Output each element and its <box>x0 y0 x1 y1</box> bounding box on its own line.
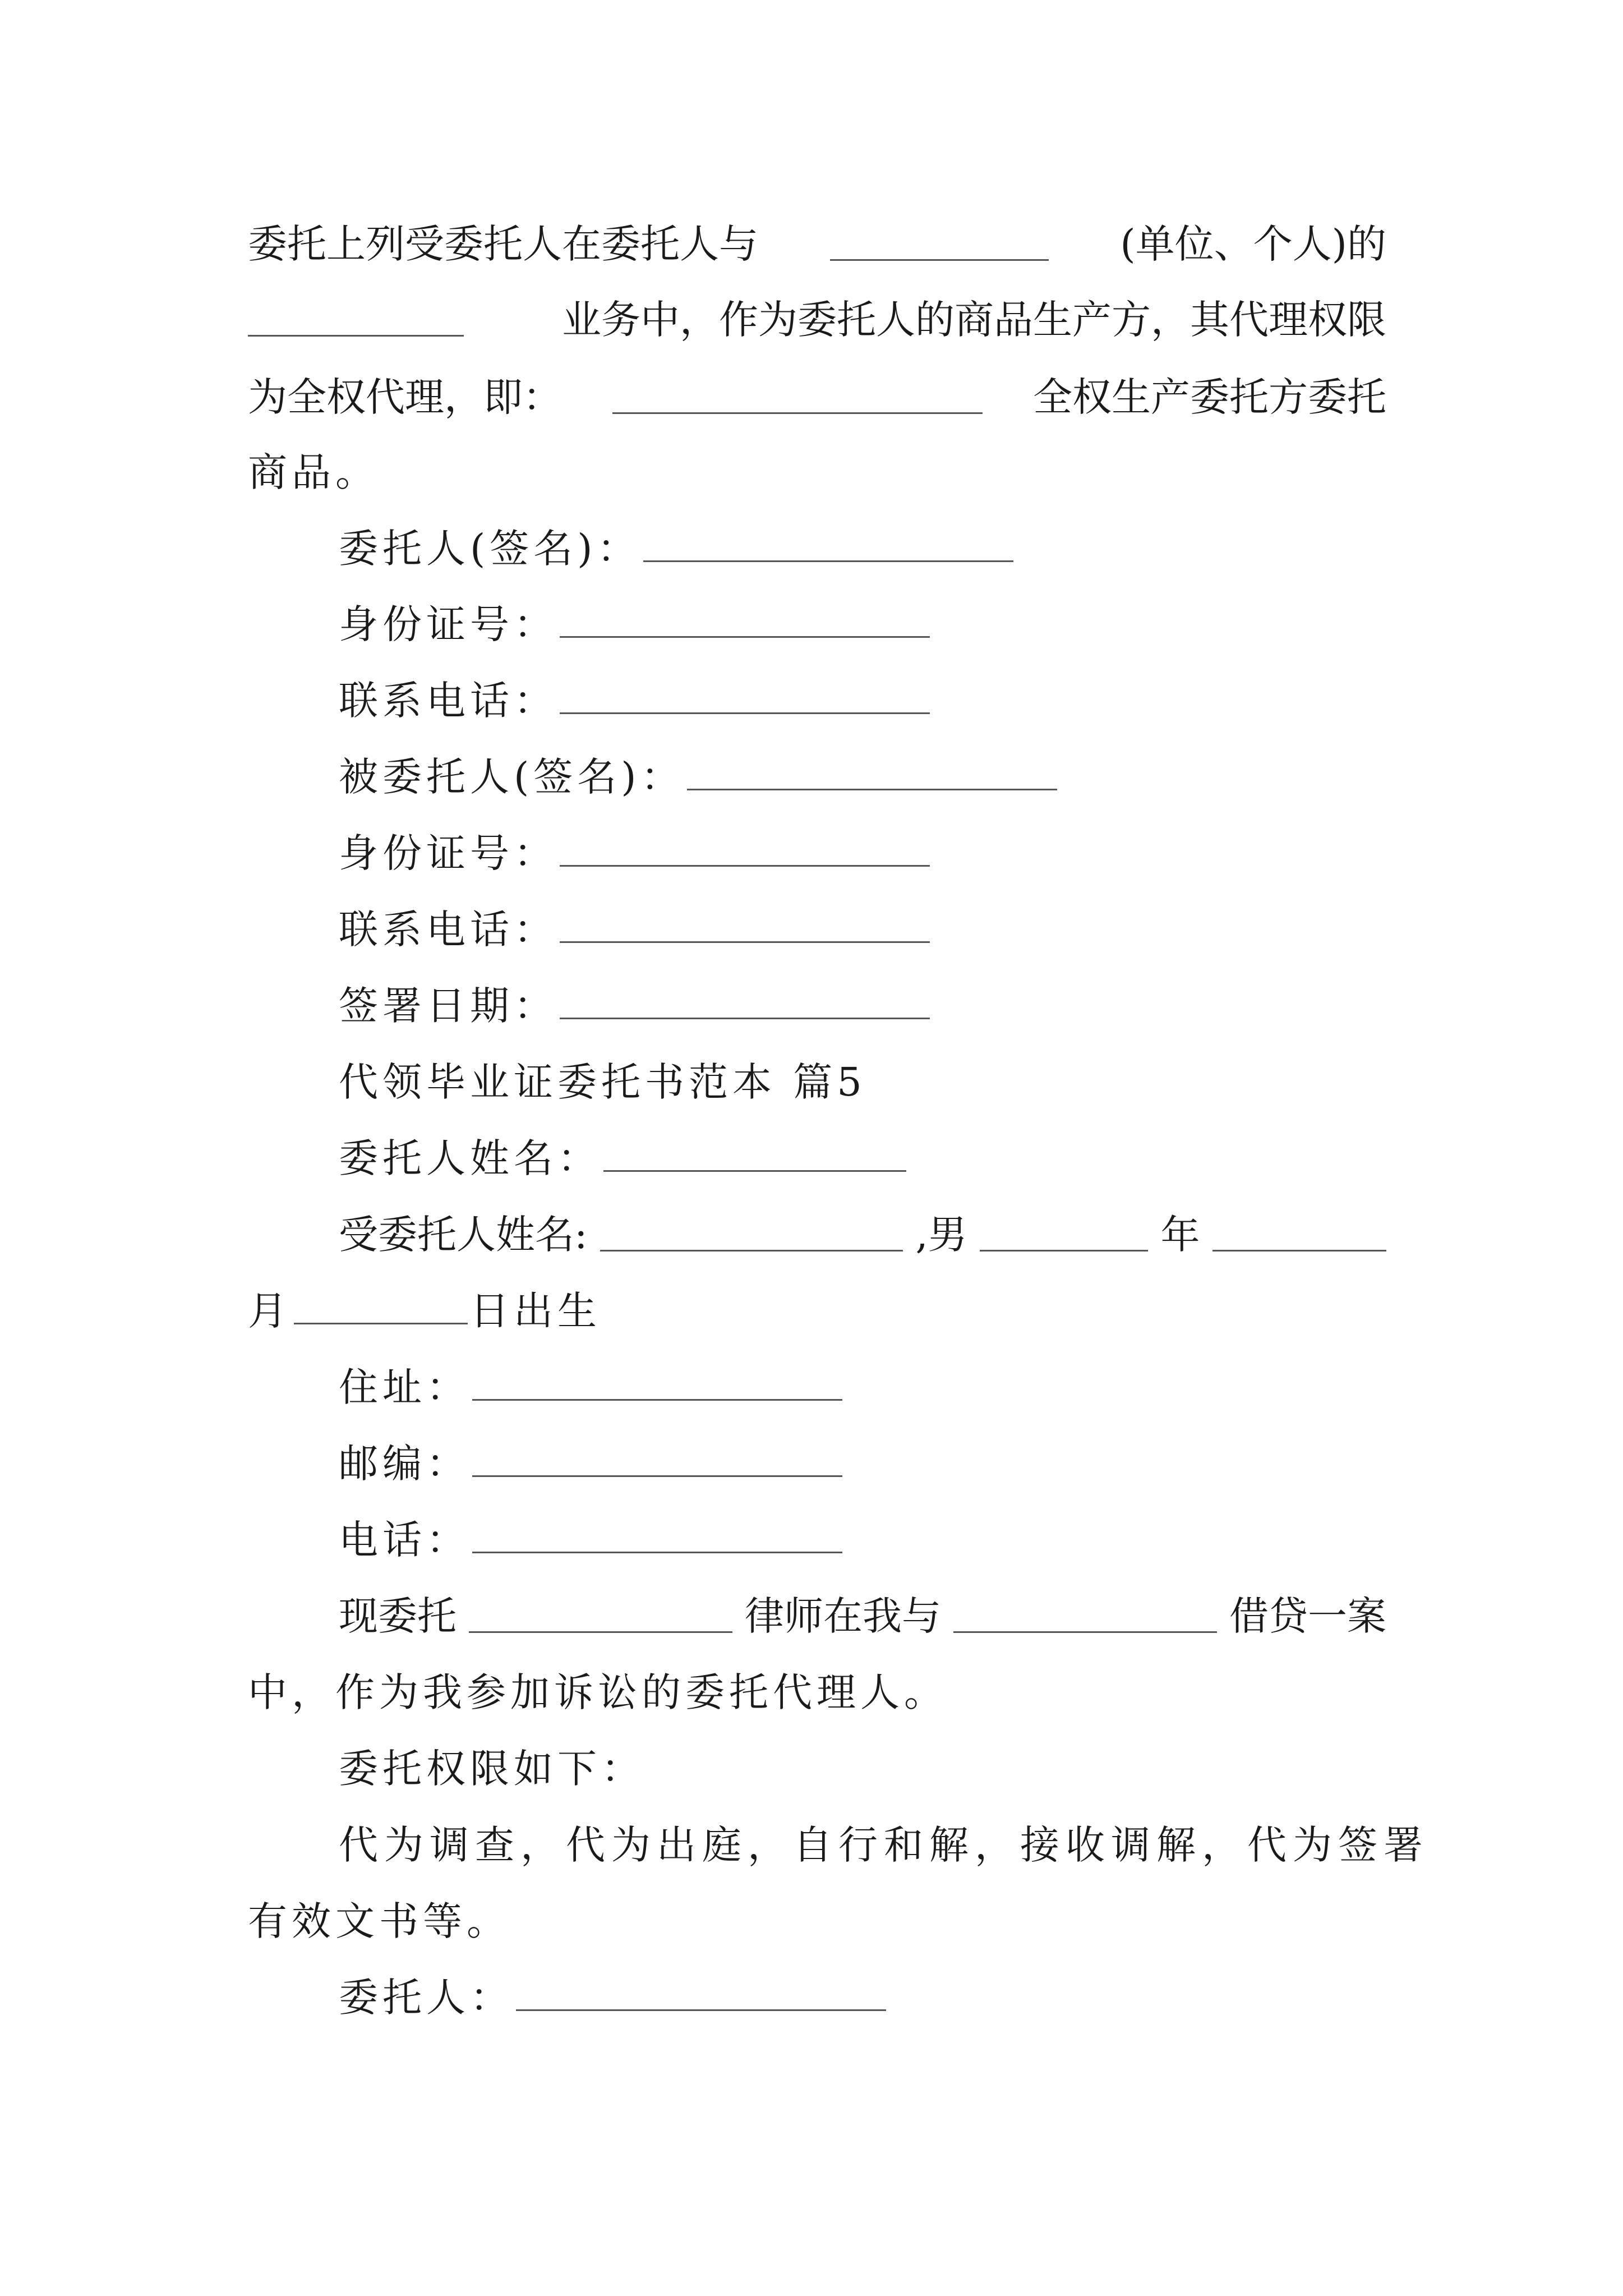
month-label: 月 <box>248 1288 292 1334</box>
postcode-label: 邮编： <box>339 1441 470 1487</box>
phone-field[interactable] <box>472 1520 842 1553</box>
phone-row <box>339 1506 1386 1573</box>
postcode-row <box>339 1430 1386 1497</box>
sign-date-row <box>339 972 1386 1039</box>
paragraph-line-4 <box>248 439 1386 506</box>
text-unit-person: (单位、个人)的 <box>1120 221 1386 267</box>
lawyer-label: 律师在我与 <box>745 1593 941 1639</box>
birth-year-field[interactable] <box>980 1218 1148 1251</box>
blank-full-agency[interactable] <box>612 381 983 414</box>
agent-id-label: 身份证号： <box>339 830 557 876</box>
principal-name-field[interactable] <box>603 1139 906 1172</box>
litigation-agent-row <box>248 1659 1386 1726</box>
text-full-agency: 为全权代理，即： <box>248 374 562 420</box>
principal-id-row <box>339 591 1386 658</box>
agent-signature-label: 被委托人(签名)： <box>339 754 685 800</box>
agent-name-field[interactable] <box>600 1218 903 1251</box>
lawyer-name-field[interactable] <box>469 1600 732 1633</box>
agent-phone-row <box>339 896 1386 963</box>
agent-phone-field[interactable] <box>560 910 930 943</box>
final-principal-label: 委托人： <box>339 1975 514 2021</box>
principal-phone-row <box>339 667 1386 734</box>
section-title: 代领毕业证委托书范本 篇5 <box>339 1059 866 1105</box>
agent-phone-label: 联系电话： <box>339 907 557 953</box>
phone-label: 电话： <box>339 1517 470 1563</box>
address-row <box>339 1354 1386 1421</box>
documents-text: 有效文书等。 <box>248 1898 510 1944</box>
born-label: 日出生 <box>470 1288 601 1334</box>
authority-text-row <box>339 1811 1429 1879</box>
agent-signature-field[interactable] <box>687 757 1057 790</box>
postcode-field[interactable] <box>472 1444 842 1477</box>
principal-phone-field[interactable] <box>560 681 930 714</box>
principal-id-label: 身份证号： <box>339 601 557 647</box>
text-goods: 商品。 <box>248 449 379 495</box>
text-entrust-party: 委托上列受委托人在委托人与 <box>248 221 758 267</box>
year-label: 年 <box>1160 1212 1200 1258</box>
birth-month-field[interactable] <box>1212 1218 1386 1251</box>
agent-name-label: 受委托人姓名: <box>339 1212 588 1258</box>
paragraph-line-1 <box>248 210 1386 278</box>
text-business-scope: 业务中，作为委托人的商品生产方，其代理权限 <box>562 297 1386 343</box>
principal-signature-field[interactable] <box>643 529 1013 562</box>
birth-date-row <box>248 1277 1386 1345</box>
birth-day-field[interactable] <box>294 1291 468 1324</box>
principal-id-field[interactable] <box>560 605 930 638</box>
address-label: 住址： <box>339 1364 470 1410</box>
litigation-agent-text: 中，作为我参加诉讼的委托代理人。 <box>248 1669 948 1715</box>
loan-case-label: 借贷一案 <box>1229 1593 1386 1639</box>
principal-signature-label: 委托人(签名)： <box>339 526 641 572</box>
entrust-label: 现委托 <box>339 1593 457 1639</box>
address-field[interactable] <box>472 1368 842 1401</box>
final-principal-field[interactable] <box>516 1978 886 2011</box>
principal-name-label: 委托人姓名： <box>339 1135 601 1181</box>
sign-date-label: 签署日期： <box>339 983 557 1029</box>
documents-row <box>248 1888 1386 1955</box>
blank-unit-or-person[interactable] <box>830 228 1049 261</box>
counterparty-field[interactable] <box>953 1600 1217 1633</box>
final-principal-row <box>339 1964 1386 2031</box>
agent-name-row <box>339 1201 1386 1268</box>
paragraph-line-2 <box>248 286 1386 353</box>
gender-label: ,男 <box>915 1212 967 1258</box>
paragraph-line-3 <box>248 364 1386 431</box>
principal-signature-row <box>339 515 1386 582</box>
text-full-production: 全权生产委托方委托 <box>1033 374 1386 420</box>
section-heading <box>339 1048 1386 1116</box>
principal-phone-label: 联系电话： <box>339 678 557 724</box>
entrust-lawyer-row <box>339 1582 1386 1650</box>
principal-name-row <box>339 1125 1386 1192</box>
agent-signature-row <box>339 743 1386 811</box>
agent-id-row <box>339 820 1386 887</box>
agent-id-field[interactable] <box>560 834 930 867</box>
sign-date-field[interactable] <box>560 986 930 1019</box>
authority-text: 代为调查，代为出庭，自行和解，接收调解，代为签署 <box>339 1822 1429 1868</box>
authority-heading-row <box>339 1735 1386 1802</box>
blank-business[interactable] <box>248 303 464 337</box>
authority-heading: 委托权限如下： <box>339 1746 645 1792</box>
